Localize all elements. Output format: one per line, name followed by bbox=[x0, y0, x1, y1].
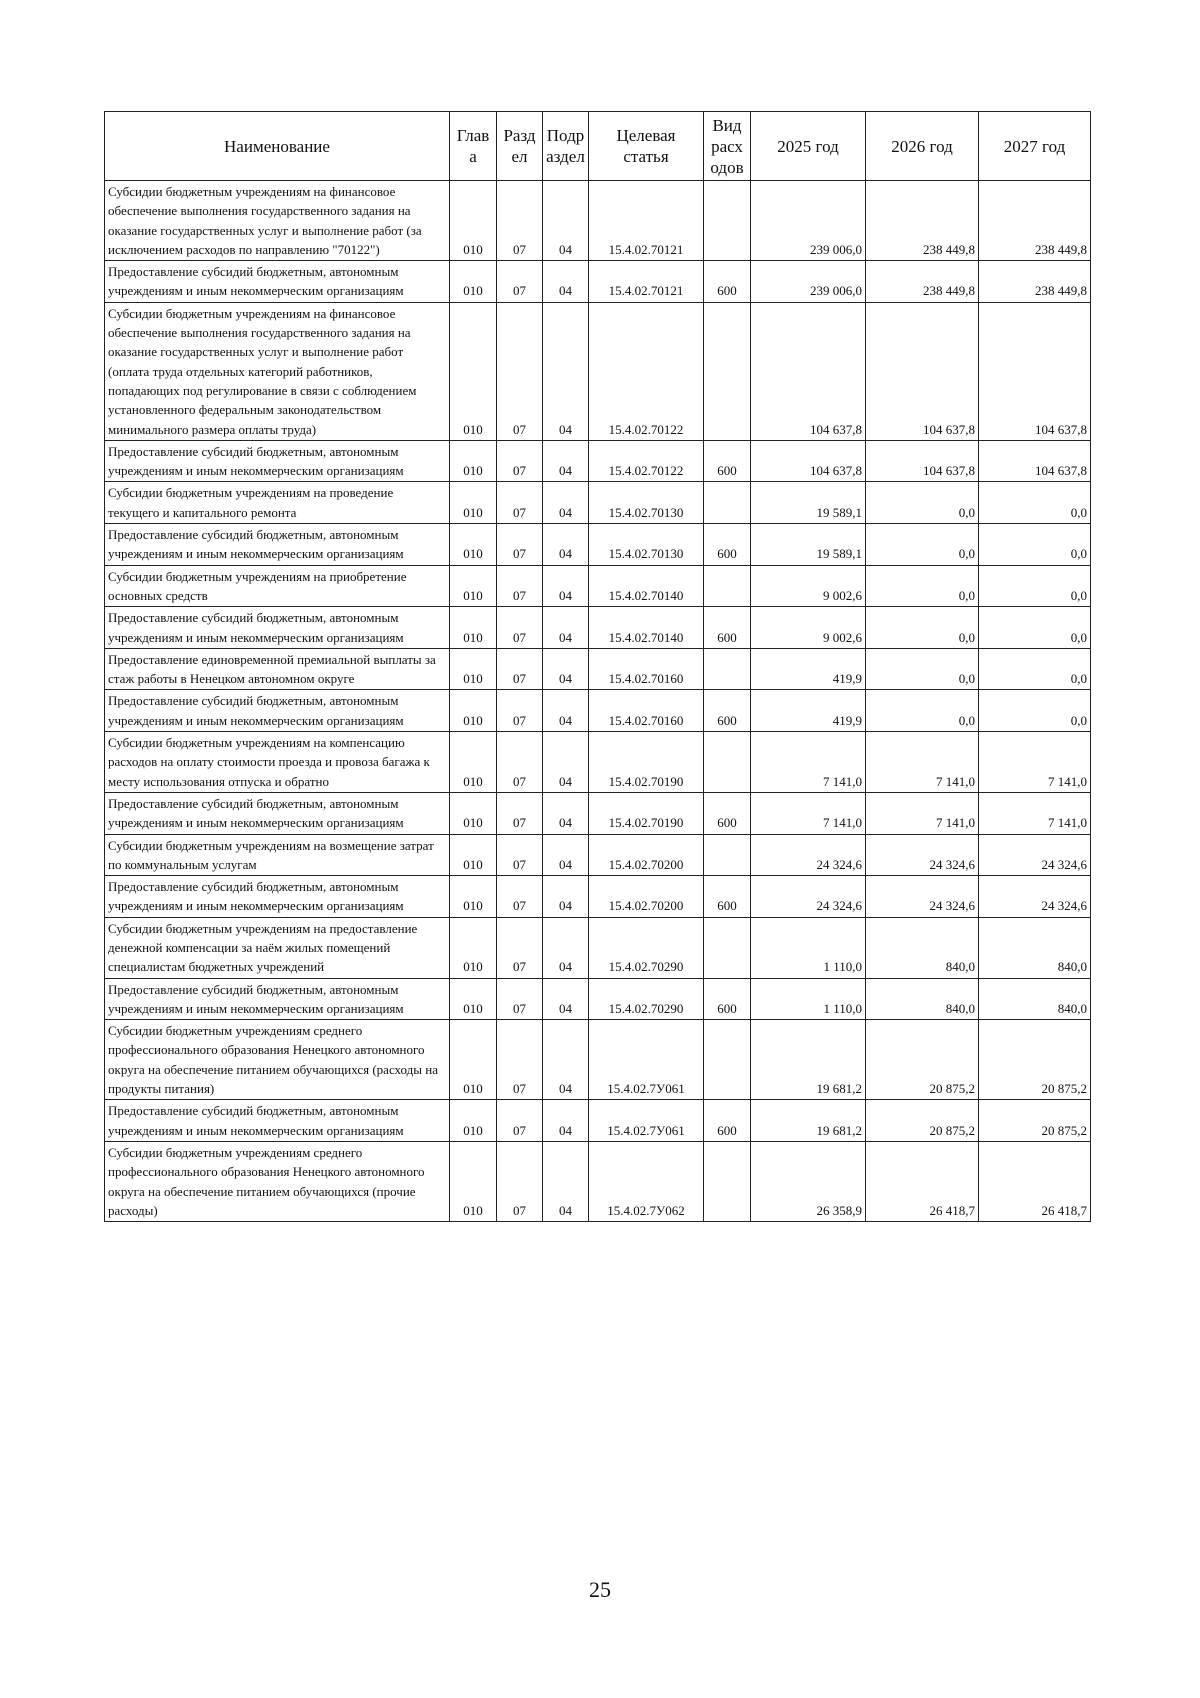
cell-name: Субсидии бюджетным учреждениям на проведение текущего и капитального ремонта bbox=[105, 482, 450, 524]
cell-razdel: 07 bbox=[497, 978, 543, 1020]
cell-name: Предоставление единовременной премиальной выплаты за стаж работы в Ненецком автономном округе bbox=[105, 648, 450, 690]
cell-podrazdel: 04 bbox=[543, 440, 589, 482]
cell-podrazdel: 04 bbox=[543, 181, 589, 261]
header-glava: Глав а bbox=[450, 112, 497, 181]
cell-2025: 24 324,6 bbox=[751, 834, 866, 876]
cell-2027: 840,0 bbox=[979, 917, 1091, 978]
cell-name: Субсидии бюджетным учреждениям среднего профессионального образования Ненецкого автономного округа на обеспечение питанием обучающихся (расходы на продукты питания) bbox=[105, 1020, 450, 1100]
cell-2027: 24 324,6 bbox=[979, 834, 1091, 876]
cell-expense-type bbox=[704, 834, 751, 876]
cell-2026: 840,0 bbox=[866, 917, 979, 978]
cell-2025: 7 141,0 bbox=[751, 792, 866, 834]
cell-2026: 20 875,2 bbox=[866, 1020, 979, 1100]
cell-name: Предоставление субсидий бюджетным, автономным учреждениям и иным некоммерческим организациям bbox=[105, 792, 450, 834]
cell-glava: 010 bbox=[450, 834, 497, 876]
cell-target-article: 15.4.02.70160 bbox=[589, 690, 704, 732]
table-row bbox=[105, 876, 1091, 918]
cell-2025: 19 681,2 bbox=[751, 1020, 866, 1100]
cell-name: Предоставление субсидий бюджетным, автономным учреждениям и иным некоммерческим организациям bbox=[105, 876, 450, 918]
cell-2027: 238 449,8 bbox=[979, 181, 1091, 261]
header-row bbox=[105, 112, 1091, 181]
cell-expense-type: 600 bbox=[704, 607, 751, 649]
cell-2027: 20 875,2 bbox=[979, 1100, 1091, 1142]
cell-name: Предоставление субсидий бюджетным, автономным учреждениям и иным некоммерческим организациям bbox=[105, 978, 450, 1020]
cell-2025: 7 141,0 bbox=[751, 732, 866, 793]
cell-target-article: 15.4.02.70122 bbox=[589, 440, 704, 482]
cell-glava: 010 bbox=[450, 524, 497, 566]
table-row bbox=[105, 648, 1091, 690]
cell-glava: 010 bbox=[450, 1100, 497, 1142]
cell-podrazdel: 04 bbox=[543, 302, 589, 440]
cell-glava: 010 bbox=[450, 1141, 497, 1221]
cell-expense-type: 600 bbox=[704, 876, 751, 918]
cell-expense-type bbox=[704, 565, 751, 607]
cell-2027: 24 324,6 bbox=[979, 876, 1091, 918]
cell-2025: 419,9 bbox=[751, 648, 866, 690]
cell-expense-type bbox=[704, 732, 751, 793]
cell-razdel: 07 bbox=[497, 834, 543, 876]
cell-podrazdel: 04 bbox=[543, 1020, 589, 1100]
cell-2026: 238 449,8 bbox=[866, 181, 979, 261]
cell-2025: 9 002,6 bbox=[751, 565, 866, 607]
cell-2025: 19 589,1 bbox=[751, 524, 866, 566]
cell-target-article: 15.4.02.70140 bbox=[589, 565, 704, 607]
cell-razdel: 07 bbox=[497, 302, 543, 440]
cell-expense-type: 600 bbox=[704, 261, 751, 303]
table-row bbox=[105, 1141, 1091, 1221]
cell-podrazdel: 04 bbox=[543, 978, 589, 1020]
cell-podrazdel: 04 bbox=[543, 261, 589, 303]
cell-2025: 19 589,1 bbox=[751, 482, 866, 524]
cell-podrazdel: 04 bbox=[543, 482, 589, 524]
cell-glava: 010 bbox=[450, 607, 497, 649]
cell-razdel: 07 bbox=[497, 1020, 543, 1100]
cell-glava: 010 bbox=[450, 302, 497, 440]
table-body bbox=[105, 181, 1091, 1222]
cell-2026: 26 418,7 bbox=[866, 1141, 979, 1221]
cell-2025: 104 637,8 bbox=[751, 302, 866, 440]
cell-2027: 0,0 bbox=[979, 607, 1091, 649]
budget-table bbox=[104, 111, 1091, 1222]
cell-razdel: 07 bbox=[497, 1141, 543, 1221]
cell-2026: 238 449,8 bbox=[866, 261, 979, 303]
cell-expense-type: 600 bbox=[704, 1100, 751, 1142]
cell-2026: 104 637,8 bbox=[866, 440, 979, 482]
cell-name: Предоставление субсидий бюджетным, автономным учреждениям и иным некоммерческим организациям bbox=[105, 607, 450, 649]
cell-target-article: 15.4.02.70130 bbox=[589, 482, 704, 524]
cell-podrazdel: 04 bbox=[543, 917, 589, 978]
cell-2027: 238 449,8 bbox=[979, 261, 1091, 303]
table-row bbox=[105, 1020, 1091, 1100]
cell-target-article: 15.4.02.70121 bbox=[589, 261, 704, 303]
cell-name: Субсидии бюджетным учреждениям на финансовое обеспечение выполнения государственного задания на оказание государственных услуг и выполнение работ (оплата труда отдельных категорий работников, попадающих под регулирование в связи с соблюдением установленного федеральным законодательством минимального размера оплаты труда) bbox=[105, 302, 450, 440]
cell-2025: 239 006,0 bbox=[751, 261, 866, 303]
cell-podrazdel: 04 bbox=[543, 876, 589, 918]
cell-target-article: 15.4.02.70130 bbox=[589, 524, 704, 566]
cell-name: Предоставление субсидий бюджетным, автономным учреждениям и иным некоммерческим организациям bbox=[105, 440, 450, 482]
cell-target-article: 15.4.02.70140 bbox=[589, 607, 704, 649]
cell-2027: 7 141,0 bbox=[979, 732, 1091, 793]
cell-glava: 010 bbox=[450, 261, 497, 303]
cell-2025: 1 110,0 bbox=[751, 917, 866, 978]
cell-expense-type bbox=[704, 302, 751, 440]
cell-target-article: 15.4.02.70290 bbox=[589, 917, 704, 978]
cell-2026: 0,0 bbox=[866, 607, 979, 649]
cell-glava: 010 bbox=[450, 1020, 497, 1100]
cell-name: Субсидии бюджетным учреждениям на финансовое обеспечение выполнения государственного задания на оказание государственных услуг и выполнение работ (за исключением расходов по направлению "70122") bbox=[105, 181, 450, 261]
cell-2027: 0,0 bbox=[979, 565, 1091, 607]
cell-razdel: 07 bbox=[497, 607, 543, 649]
cell-name: Предоставление субсидий бюджетным, автономным учреждениям и иным некоммерческим организациям bbox=[105, 690, 450, 732]
cell-glava: 010 bbox=[450, 732, 497, 793]
cell-podrazdel: 04 bbox=[543, 607, 589, 649]
cell-podrazdel: 04 bbox=[543, 1100, 589, 1142]
page-number: 25 bbox=[589, 1577, 611, 1602]
cell-glava: 010 bbox=[450, 690, 497, 732]
cell-name: Субсидии бюджетным учреждениям среднего профессионального образования Ненецкого автономного округа на обеспечение питанием обучающихся (прочие расходы) bbox=[105, 1141, 450, 1221]
cell-2027: 840,0 bbox=[979, 978, 1091, 1020]
cell-target-article: 15.4.02.70190 bbox=[589, 732, 704, 793]
cell-expense-type: 600 bbox=[704, 440, 751, 482]
header-2027: 2027 год bbox=[979, 112, 1091, 181]
cell-2027: 104 637,8 bbox=[979, 302, 1091, 440]
table-row bbox=[105, 834, 1091, 876]
cell-target-article: 15.4.02.7У061 bbox=[589, 1100, 704, 1142]
cell-2027: 20 875,2 bbox=[979, 1020, 1091, 1100]
cell-podrazdel: 04 bbox=[543, 834, 589, 876]
cell-2026: 7 141,0 bbox=[866, 732, 979, 793]
cell-target-article: 15.4.02.7У061 bbox=[589, 1020, 704, 1100]
table-row bbox=[105, 565, 1091, 607]
cell-2026: 0,0 bbox=[866, 565, 979, 607]
cell-2026: 104 637,8 bbox=[866, 302, 979, 440]
cell-glava: 010 bbox=[450, 440, 497, 482]
header-2025: 2025 год bbox=[751, 112, 866, 181]
cell-2025: 19 681,2 bbox=[751, 1100, 866, 1142]
cell-expense-type: 600 bbox=[704, 792, 751, 834]
cell-target-article: 15.4.02.70160 bbox=[589, 648, 704, 690]
cell-2026: 840,0 bbox=[866, 978, 979, 1020]
cell-glava: 010 bbox=[450, 978, 497, 1020]
cell-target-article: 15.4.02.70200 bbox=[589, 834, 704, 876]
cell-razdel: 07 bbox=[497, 792, 543, 834]
cell-expense-type bbox=[704, 648, 751, 690]
cell-name: Субсидии бюджетным учреждениям на предоставление денежной компенсации за наём жилых помещений специалистам бюджетных учреждений bbox=[105, 917, 450, 978]
cell-glava: 010 bbox=[450, 917, 497, 978]
cell-expense-type bbox=[704, 1020, 751, 1100]
table-row bbox=[105, 607, 1091, 649]
cell-2027: 0,0 bbox=[979, 690, 1091, 732]
cell-expense-type: 600 bbox=[704, 524, 751, 566]
cell-glava: 010 bbox=[450, 876, 497, 918]
cell-name: Субсидии бюджетным учреждениям на приобретение основных средств bbox=[105, 565, 450, 607]
cell-2027: 104 637,8 bbox=[979, 440, 1091, 482]
cell-razdel: 07 bbox=[497, 482, 543, 524]
cell-expense-type: 600 bbox=[704, 978, 751, 1020]
cell-2027: 7 141,0 bbox=[979, 792, 1091, 834]
cell-name: Субсидии бюджетным учреждениям на компенсацию расходов на оплату стоимости проезда и провоза багажа к месту использования отпуска и обратно bbox=[105, 732, 450, 793]
cell-2026: 20 875,2 bbox=[866, 1100, 979, 1142]
cell-razdel: 07 bbox=[497, 440, 543, 482]
table-row bbox=[105, 917, 1091, 978]
cell-2026: 0,0 bbox=[866, 648, 979, 690]
cell-glava: 010 bbox=[450, 648, 497, 690]
cell-podrazdel: 04 bbox=[543, 565, 589, 607]
cell-2025: 419,9 bbox=[751, 690, 866, 732]
header-expense-type: Вид расх одов bbox=[704, 112, 751, 181]
cell-razdel: 07 bbox=[497, 690, 543, 732]
cell-2025: 26 358,9 bbox=[751, 1141, 866, 1221]
cell-podrazdel: 04 bbox=[543, 792, 589, 834]
table-row bbox=[105, 792, 1091, 834]
cell-glava: 010 bbox=[450, 482, 497, 524]
cell-2026: 0,0 bbox=[866, 482, 979, 524]
table-row bbox=[105, 482, 1091, 524]
table-row bbox=[105, 261, 1091, 303]
table-row bbox=[105, 302, 1091, 440]
cell-name: Предоставление субсидий бюджетным, автономным учреждениям и иным некоммерческим организациям bbox=[105, 524, 450, 566]
cell-expense-type: 600 bbox=[704, 690, 751, 732]
table-row bbox=[105, 1100, 1091, 1142]
header-target-article: Целевая статья bbox=[589, 112, 704, 181]
cell-2026: 24 324,6 bbox=[866, 876, 979, 918]
table-row bbox=[105, 690, 1091, 732]
cell-target-article: 15.4.02.70190 bbox=[589, 792, 704, 834]
cell-podrazdel: 04 bbox=[543, 1141, 589, 1221]
cell-2025: 24 324,6 bbox=[751, 876, 866, 918]
cell-glava: 010 bbox=[450, 565, 497, 607]
cell-razdel: 07 bbox=[497, 1100, 543, 1142]
cell-2025: 239 006,0 bbox=[751, 181, 866, 261]
cell-name: Предоставление субсидий бюджетным, автономным учреждениям и иным некоммерческим организациям bbox=[105, 1100, 450, 1142]
cell-razdel: 07 bbox=[497, 648, 543, 690]
cell-podrazdel: 04 bbox=[543, 732, 589, 793]
cell-glava: 010 bbox=[450, 181, 497, 261]
cell-name: Предоставление субсидий бюджетным, автономным учреждениям и иным некоммерческим организациям bbox=[105, 261, 450, 303]
cell-razdel: 07 bbox=[497, 732, 543, 793]
cell-2026: 24 324,6 bbox=[866, 834, 979, 876]
cell-2026: 0,0 bbox=[866, 690, 979, 732]
cell-razdel: 07 bbox=[497, 524, 543, 566]
header-2026: 2026 год bbox=[866, 112, 979, 181]
table-row bbox=[105, 181, 1091, 261]
cell-razdel: 07 bbox=[497, 565, 543, 607]
cell-target-article: 15.4.02.7У062 bbox=[589, 1141, 704, 1221]
cell-razdel: 07 bbox=[497, 917, 543, 978]
cell-glava: 010 bbox=[450, 792, 497, 834]
cell-expense-type bbox=[704, 1141, 751, 1221]
cell-razdel: 07 bbox=[497, 181, 543, 261]
cell-2025: 9 002,6 bbox=[751, 607, 866, 649]
cell-2026: 0,0 bbox=[866, 524, 979, 566]
cell-2027: 26 418,7 bbox=[979, 1141, 1091, 1221]
table-row bbox=[105, 732, 1091, 793]
cell-target-article: 15.4.02.70122 bbox=[589, 302, 704, 440]
cell-podrazdel: 04 bbox=[543, 648, 589, 690]
header-name: Наименование bbox=[105, 112, 450, 181]
cell-target-article: 15.4.02.70121 bbox=[589, 181, 704, 261]
cell-2026: 7 141,0 bbox=[866, 792, 979, 834]
cell-podrazdel: 04 bbox=[543, 690, 589, 732]
cell-razdel: 07 bbox=[497, 261, 543, 303]
cell-target-article: 15.4.02.70200 bbox=[589, 876, 704, 918]
cell-expense-type bbox=[704, 917, 751, 978]
cell-name: Субсидии бюджетным учреждениям на возмещение затрат по коммунальным услугам bbox=[105, 834, 450, 876]
cell-2027: 0,0 bbox=[979, 524, 1091, 566]
table-row bbox=[105, 524, 1091, 566]
cell-2027: 0,0 bbox=[979, 482, 1091, 524]
cell-2025: 104 637,8 bbox=[751, 440, 866, 482]
table-header bbox=[105, 112, 1091, 181]
cell-expense-type bbox=[704, 482, 751, 524]
table-row bbox=[105, 978, 1091, 1020]
cell-2027: 0,0 bbox=[979, 648, 1091, 690]
cell-razdel: 07 bbox=[497, 876, 543, 918]
table-row bbox=[105, 440, 1091, 482]
cell-target-article: 15.4.02.70290 bbox=[589, 978, 704, 1020]
header-razdel: Разд ел bbox=[497, 112, 543, 181]
cell-podrazdel: 04 bbox=[543, 524, 589, 566]
header-podrazdel: Подр аздел bbox=[543, 112, 589, 181]
cell-2025: 1 110,0 bbox=[751, 978, 866, 1020]
cell-expense-type bbox=[704, 181, 751, 261]
